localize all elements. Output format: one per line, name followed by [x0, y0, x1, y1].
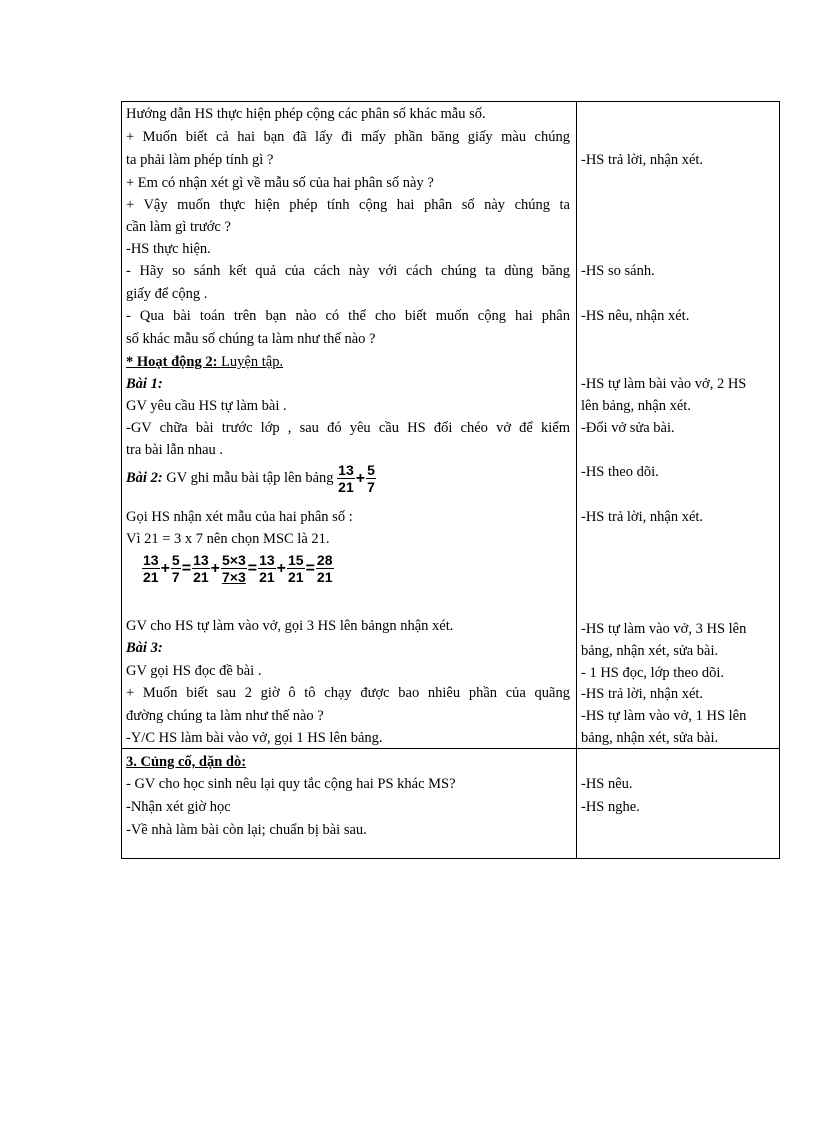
exercise-2-line: Bài 2: GV ghi mẫu bài tập lên bảng $\frac{13}{21}$ + $\frac{5}{7}$ [126, 462, 375, 495]
left-line: số khác mẫu số chúng ta làm như thế nào ? [126, 331, 376, 347]
left-line: + Muốn biết sau 2 giờ ô tô chạy được bao nhiêu phần của quãng [126, 685, 570, 701]
right-line: -HS theo dõi. [581, 464, 659, 480]
fraction-equation: $\frac{13}{21}$ + $\frac{5}{7}$ = $\frac{13}{21}$ + $\frac{5\times 3}{7\times 3}$ = $\frac{13}{21}$ + $\frac{15}{21}$ = $\frac{28}{21}$ [143, 552, 333, 585]
left-line: -Nhận xét giờ học [126, 799, 231, 815]
right-line: -HS tự làm bài vào vở, 2 HS [581, 376, 747, 392]
left-line: cần làm gì trước ? [126, 219, 231, 235]
right-line: -HS trả lời, nhận xét. [581, 686, 704, 702]
left-line: -Y/C HS làm bài vào vở, gọi 1 HS lên bảng. [126, 730, 383, 746]
fraction: $\frac{5}{7}$ [367, 462, 375, 495]
left-line: Gọi HS nhận xét mẫu của hai phân số : [126, 509, 353, 525]
fraction: $\frac{13}{21}$ [193, 552, 209, 585]
left-line: GV gọi HS đọc đề bài . [126, 663, 262, 679]
left-line: GV yêu cầu HS tự làm bài . [126, 398, 287, 414]
right-line: -HS tự làm vào vở, 1 HS lên [581, 708, 747, 724]
left-line: GV cho HS tự làm vào vở, gọi 3 HS lên bảngn nhận xét. [126, 618, 454, 634]
left-line: -HS thực hiện. [126, 241, 211, 257]
right-line: -HS trả lời, nhận xét. [581, 152, 704, 168]
exercise-1-heading: Bài 1: [126, 376, 163, 392]
left-line: - Qua bài toán trên bạn nào có thể cho biết muốn cộng hai phân [126, 308, 570, 324]
fraction: $\frac{13}{21}$ [338, 462, 354, 495]
fraction: $\frac{13}{21}$ [143, 552, 159, 585]
left-line: đường chúng ta làm như thế nào ? [126, 708, 324, 724]
left-line: + Vậy muốn thực hiện phép tính cộng hai phân số này chúng ta [126, 197, 570, 213]
right-line: -HS so sánh. [581, 263, 655, 279]
fraction: $\frac{5\times 3}{7\times 3}$ [221, 552, 246, 585]
left-line: - GV cho học sinh nêu lại quy tắc cộng hai PS khác MS? [126, 776, 456, 792]
right-line: - 1 HS đọc, lớp theo dõi. [581, 665, 724, 681]
right-line: -Đổi vở sửa bài. [581, 420, 675, 436]
right-line: -HS nêu. [581, 776, 633, 792]
left-line: + Muốn biết cả hai bạn đã lấy đi mấy phần băng giấy màu chúng [126, 129, 570, 145]
activity-text: Luyện tập. [217, 354, 284, 370]
column-divider [576, 101, 577, 859]
left-line: -Về nhà làm bài còn lại; chuẩn bị bài sau. [126, 822, 367, 838]
fraction: $\frac{5}{7}$ [171, 552, 180, 585]
fraction: $\frac{15}{21}$ [288, 552, 304, 585]
right-line: lên bảng, nhận xét. [581, 398, 691, 414]
activity-label: * Hoạt động 2: [126, 354, 218, 370]
section-heading: 3. Củng cố, dặn dò: [126, 754, 247, 770]
right-line: -HS nêu, nhận xét. [581, 308, 690, 324]
fraction: $\frac{28}{21}$ [316, 552, 333, 585]
left-line: -GV chữa bài trước lớp , sau đó yêu cầu HS đổi chéo vở để kiểm [126, 420, 570, 436]
activity-heading [126, 352, 283, 373]
right-line: -HS tự làm vào vở, 3 HS lên [581, 621, 747, 637]
exercise-3-heading: Bài 3: [126, 640, 163, 656]
right-line: bảng, nhận xét, sửa bài. [581, 643, 719, 659]
left-line: giấy để cộng . [126, 286, 208, 302]
exercise-2-heading: Bài 2: [126, 469, 163, 486]
exercise-2-text: GV ghi mẫu bài tập lên bảng [162, 469, 338, 486]
left-line: tra bài lẫn nhau . [126, 442, 224, 458]
right-line: bảng, nhận xét, sửa bài. [581, 730, 719, 746]
right-line: -HS trả lời, nhận xét. [581, 509, 704, 525]
left-line: Hướng dẫn HS thực hiện phép cộng các phân số khác mẫu số. [126, 106, 486, 122]
left-line: ta phải làm phép tính gì ? [126, 152, 274, 168]
right-line: -HS nghe. [581, 799, 640, 815]
left-line: - Hãy so sánh kết quả của cách này với cách chúng ta dùng băng [126, 263, 570, 279]
left-line: + Em có nhận xét gì về mẫu số của hai phân số này ? [126, 175, 434, 191]
left-line: Vì 21 = 3 x 7 nên chọn MSC là 21. [126, 531, 330, 547]
fraction: $\frac{13}{21}$ [259, 552, 275, 585]
